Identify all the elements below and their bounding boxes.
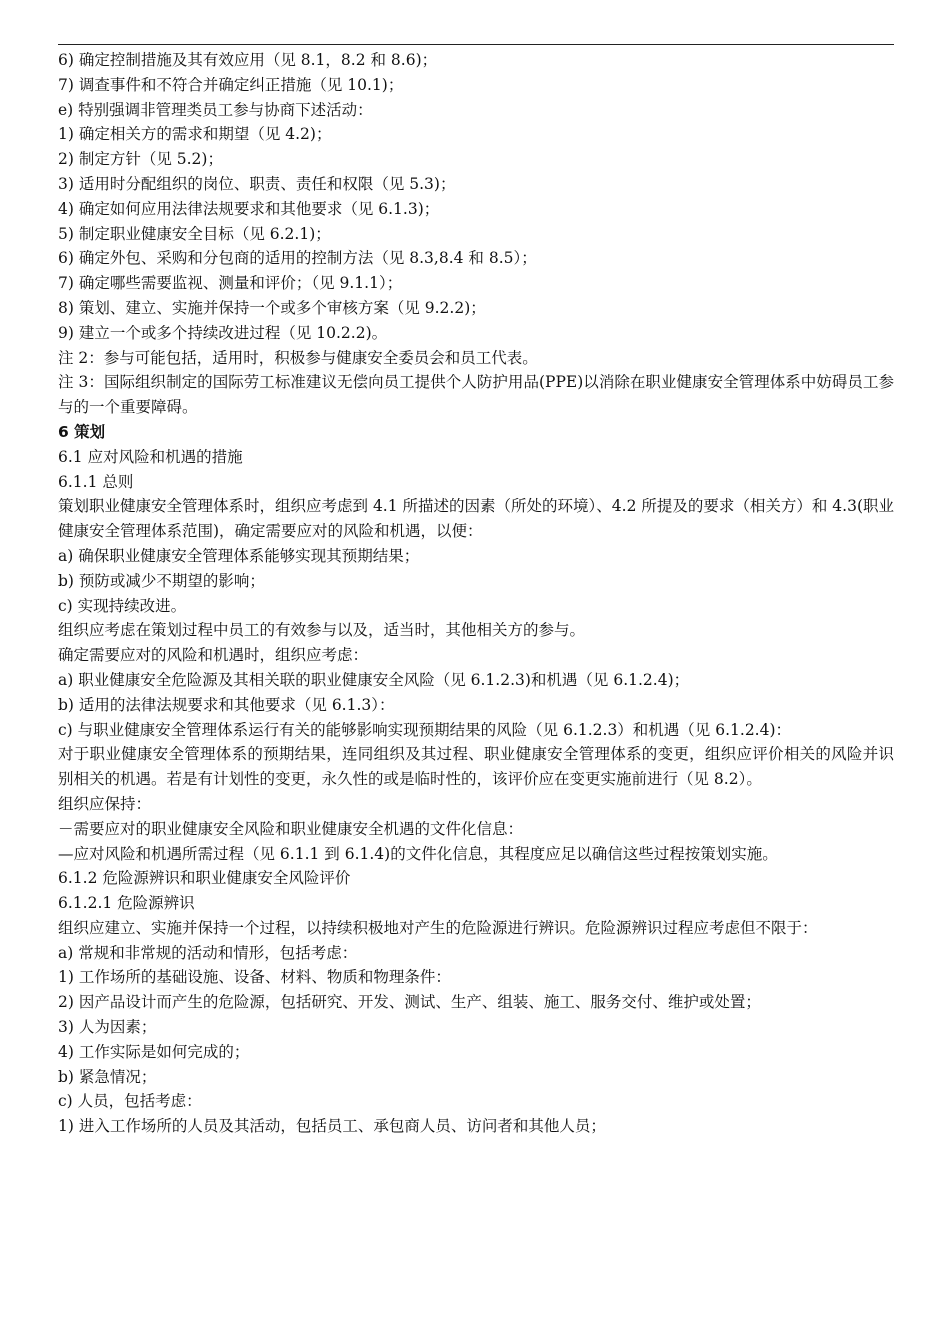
list-item: －需要应对的职业健康安全风险和职业健康安全机遇的文件化信息： xyxy=(58,819,524,838)
list-item: c) 与职业健康安全管理体系运行有关的能够影响实现预期结果的风险（见 6.1.2.3）和机遇（见 6.1.2.4)： xyxy=(58,720,792,739)
paragraph: 确定需要应对的风险和机遇时，组织应考虑： xyxy=(58,646,369,665)
list-item: 2) 因产品设计而产生的危险源，包括研究、开发、测试、生产、组装、施工、服务交付、维护或处置； xyxy=(58,993,761,1012)
list-item: 6) 确定控制措施及其有效应用（见 8.1，8.2 和 8.6)； xyxy=(58,51,438,69)
list-item: e) 特别强调非管理类员工参与协商下述活动： xyxy=(58,100,373,119)
paragraph: 对于职业健康安全管理体系的预期结果，连同组织及其过程、职业健康安全管理体系的变更，组织应评价相关的风险并识别相关的机遇。若是有计划性的变更，永久性的或是临时性的，该评价应在变更实施前进行（见 8.2）。 xyxy=(58,745,894,789)
list-item: c) 人员，包括考虑： xyxy=(58,1092,202,1111)
paragraph: 组织应考虑在策划过程中员工的有效参与以及，适当时，其他相关方的参与。 xyxy=(58,621,586,640)
list-item: 1) 确定相关方的需求和期望（见 4.2)； xyxy=(58,125,332,144)
list-item: c) 实现持续改进。 xyxy=(58,596,187,615)
list-item: 3) 人为因素； xyxy=(58,1018,157,1037)
list-item: b) 适用的法律法规要求和其他要求（见 6.1.3）： xyxy=(58,695,395,714)
list-item: —应对风险和机遇所需过程（见 6.1.1 到 6.1.4)的文件化信息，其程度应足以确信这些过程按策划实施。 xyxy=(58,844,778,863)
list-item: a) 确保职业健康安全管理体系能够实现其预期结果； xyxy=(58,546,420,565)
note: 注 3：国际组织制定的国际劳工标准建议无偿向员工提供个人防护用品(PPE)以消除在职业健康安全管理体系中妨碍员工参与的一个重要障碍。 xyxy=(58,373,894,417)
list-item: 9) 建立一个或多个持续改进过程（见 10.2.2)。 xyxy=(58,323,388,342)
list-item: 2) 制定方针（见 5.2)； xyxy=(58,150,223,169)
subsection-heading: 6.1 应对风险和机遇的措施 xyxy=(58,447,243,466)
list-item: 4) 工作实际是如何完成的； xyxy=(58,1042,250,1061)
top-rule xyxy=(58,44,894,45)
list-item: 1) 进入工作场所的人员及其活动，包括员工、承包商人员、访问者和其他人员； xyxy=(58,1117,606,1136)
list-item: 8) 策划、建立、实施并保持一个或多个审核方案（见 9.2.2)； xyxy=(58,298,486,317)
section-heading: 6 策划 xyxy=(58,422,106,441)
subsection-heading: 6.1.2.1 危险源辨识 xyxy=(58,894,195,913)
list-item: b) 预防或减少不期望的影响； xyxy=(58,571,265,590)
subsection-heading: 6.1.2 危险源辨识和职业健康安全风险评价 xyxy=(58,869,351,888)
list-item: 6) 确定外包、采购和分包商的适用的控制方法（见 8.3,8.4 和 8.5）； xyxy=(58,249,537,268)
list-item: b) 紧急情况； xyxy=(58,1067,157,1086)
list-item: 5) 制定职业健康安全目标（见 6.2.1)； xyxy=(58,224,331,243)
list-item: a) 职业健康安全危险源及其相关联的职业健康安全风险（见 6.1.2.3)和机遇（见 6.1.2.4)； xyxy=(58,670,690,689)
list-item: 1) 工作场所的基础设施、设备、材料、物质和物理条件： xyxy=(58,968,451,987)
list-item: 3) 适用时分配组织的岗位、职责、责任和权限（见 5.3)； xyxy=(58,174,456,193)
paragraph: 组织应建立、实施并保持一个过程，以持续积极地对产生的危险源进行辨识。危险源辨识过程应考虑但不限于： xyxy=(58,918,818,937)
subsection-heading: 6.1.1 总则 xyxy=(58,472,134,491)
list-item: a) 常规和非常规的活动和情形，包括考虑： xyxy=(58,943,358,962)
paragraph: 组织应保持： xyxy=(58,794,152,813)
list-item: 7) 确定哪些需要监视、测量和评价；（见 9.1.1）； xyxy=(58,274,403,293)
paragraph: 策划职业健康安全管理体系时，组织应考虑到 4.1 所描述的因素（所处的环境）、4.2 所提及的要求（相关方）和 4.3(职业健康安全管理体系范围)，确定需要应对的风险和机遇，以便： xyxy=(58,497,894,541)
list-item: 4) 确定如何应用法律法规要求和其他要求（见 6.1.3)； xyxy=(58,199,440,218)
document-body xyxy=(58,48,894,1139)
note: 注 2：参与可能包括，适用时，积极参与健康安全委员会和员工代表。 xyxy=(58,348,538,367)
list-item: 7) 调查事件和不符合并确定纠正措施（见 10.1)； xyxy=(58,75,404,94)
